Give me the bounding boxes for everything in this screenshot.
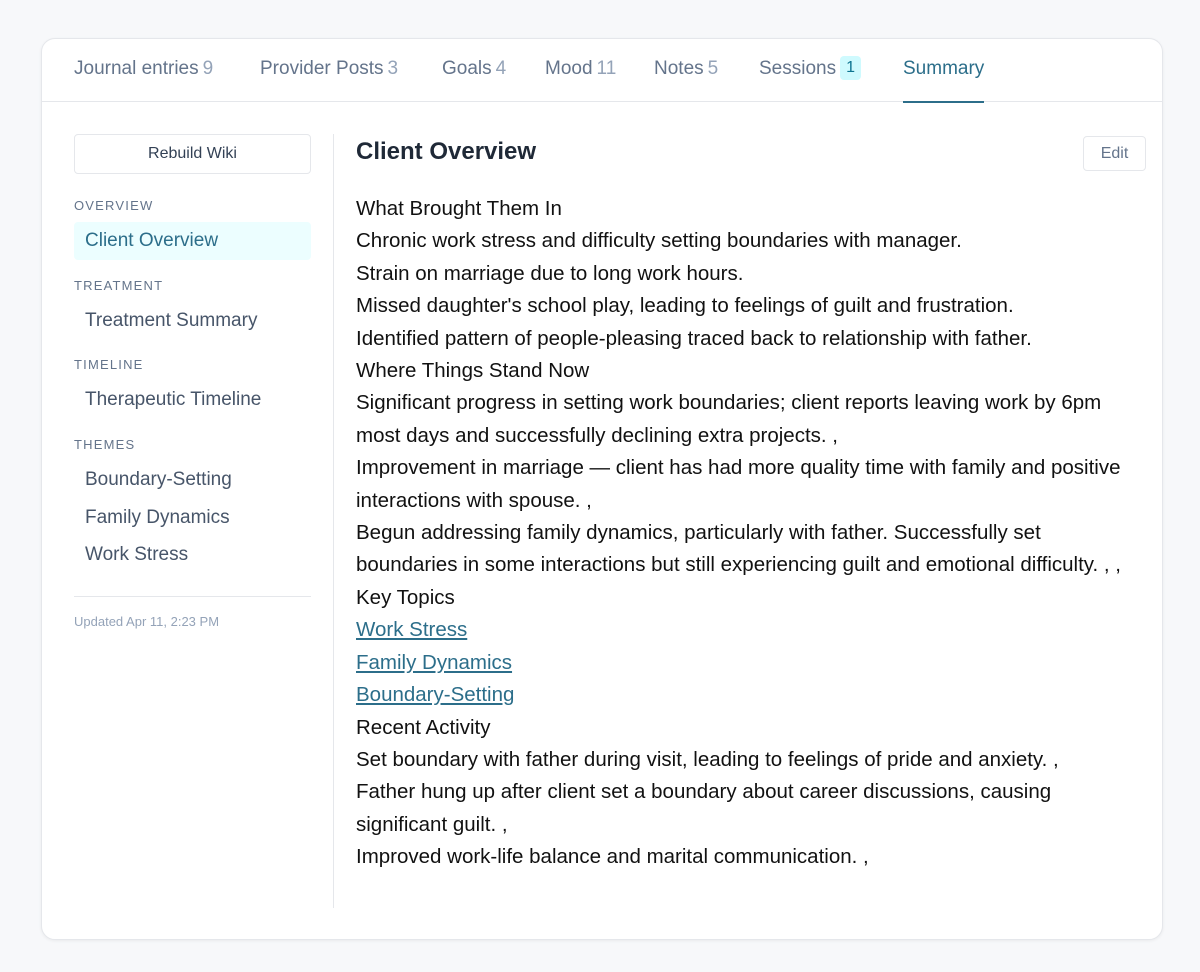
- section-heading: Where Things Stand Now: [356, 359, 590, 383]
- tab-notes[interactable]: [654, 39, 718, 102]
- section-heading: Key Topics: [356, 585, 455, 609]
- topic-link-item: [356, 614, 1132, 646]
- section-label-timeline: TIMELINE: [74, 357, 144, 372]
- wiki-card: [41, 38, 1163, 940]
- section-label-treatment: TREATMENT: [74, 278, 164, 293]
- tab-label: Provider Posts: [260, 58, 384, 79]
- topic-link-item: [356, 647, 1132, 679]
- rebuild-wiki-button[interactable]: Rebuild Wiki: [74, 134, 311, 174]
- column-divider: [333, 134, 334, 908]
- section-label-themes: THEMES: [74, 437, 136, 452]
- tab-sessions[interactable]: [759, 39, 861, 102]
- section-label-overview: OVERVIEW: [74, 198, 154, 213]
- tab-badge: 1: [840, 56, 861, 80]
- tab-label: Summary: [903, 58, 985, 79]
- article-line: Begun addressing family dynamics, particularly with father. Successfully set boundaries in some interactions but still experiencing guilt and emotional difficulty. , ,: [356, 521, 1121, 577]
- tab-label: Notes: [654, 58, 704, 79]
- tab-label: Sessions: [759, 58, 837, 79]
- sidebar-item-boundary-setting[interactable]: Boundary-Setting: [85, 469, 232, 490]
- article-line: Missed daughter's school play, leading to feelings of guilt and frustration.: [356, 294, 1014, 318]
- article-line: Chronic work stress and difficulty setting boundaries with manager.: [356, 229, 962, 253]
- tab-provider-posts[interactable]: [260, 39, 398, 102]
- topic-link-work-stress[interactable]: Work Stress: [356, 618, 468, 642]
- article-line: Set boundary with father during visit, leading to feelings of pride and anxiety. ,: [356, 747, 1059, 771]
- tab-count: 4: [495, 58, 507, 79]
- wiki-sidebar: [74, 134, 311, 629]
- updated-timestamp: Updated Apr 11, 2:23 PM: [74, 614, 220, 629]
- article-line: Strain on marriage due to long work hours.: [356, 261, 744, 285]
- tab-mood[interactable]: [545, 39, 616, 102]
- edit-button[interactable]: Edit: [1083, 136, 1146, 171]
- tab-count: 5: [707, 58, 719, 79]
- tab-label: Journal entries: [74, 58, 199, 79]
- sidebar-item-client-overview[interactable]: Client Overview: [74, 222, 311, 260]
- tab-label: Mood: [545, 58, 593, 79]
- article-body: [356, 193, 1132, 874]
- topic-link-family-dynamics[interactable]: Family Dynamics: [356, 650, 513, 674]
- tab-goals[interactable]: [442, 39, 506, 102]
- sidebar-item-work-stress[interactable]: Work Stress: [85, 544, 189, 565]
- sidebar-item-treatment-summary[interactable]: Treatment Summary: [85, 310, 258, 331]
- sidebar-item-family-dynamics[interactable]: Family Dynamics: [85, 507, 230, 528]
- sidebar-item-therapeutic-timeline[interactable]: Therapeutic Timeline: [85, 389, 262, 410]
- article-line: Improvement in marriage — client has had more quality time with family and positive interactions with spouse. ,: [356, 456, 1121, 512]
- tab-count: 9: [202, 58, 214, 79]
- page-title: Client Overview: [356, 138, 537, 165]
- section-heading: Recent Activity: [356, 715, 491, 739]
- tab-count: 3: [387, 58, 399, 79]
- tab-summary[interactable]: [903, 39, 984, 102]
- article-line: Significant progress in setting work boundaries; client reports leaving work by 6pm most days and successfully declining extra projects. ,: [356, 391, 1102, 447]
- tab-journal-entries[interactable]: [74, 39, 213, 102]
- article-line: Father hung up after client set a boundary about career discussions, causing significant guilt. ,: [356, 780, 1052, 836]
- sidebar-divider: [74, 596, 311, 597]
- article-line: Improved work-life balance and marital communication. ,: [356, 845, 869, 869]
- tab-label: Goals: [442, 58, 492, 79]
- article-line: Identified pattern of people-pleasing traced back to relationship with father.: [356, 326, 1032, 350]
- section-heading: What Brought Them In: [356, 197, 562, 220]
- tab-bar: [42, 39, 1162, 102]
- tab-count: 11: [596, 58, 617, 79]
- topic-link-boundary-setting[interactable]: Boundary-Setting: [356, 683, 515, 707]
- topic-link-item: [356, 679, 1132, 711]
